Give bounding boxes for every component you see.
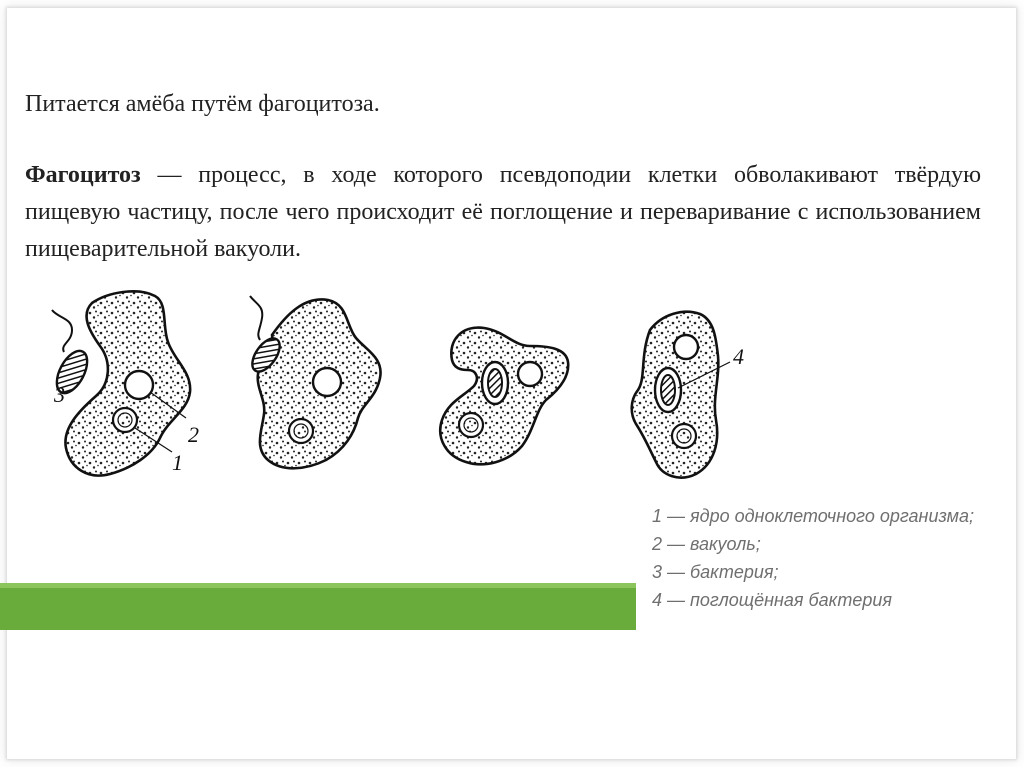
- nucleolus: [294, 424, 308, 438]
- vacuole: [313, 368, 341, 396]
- callout-label: 4: [733, 344, 744, 369]
- definition-term: Фагоцитоз: [25, 162, 141, 188]
- flagellum: [250, 296, 262, 340]
- callout-label: 2: [188, 422, 199, 447]
- diagram-legend: [652, 502, 974, 614]
- amoeba-stage-2: [247, 296, 381, 468]
- nucleolus: [677, 429, 691, 443]
- amoeba-stage-4: [632, 312, 744, 478]
- accent-bar: [0, 583, 636, 630]
- amoeba-stage-3: [440, 328, 568, 465]
- vacuole: [125, 371, 153, 399]
- definition-body: — процесс, в ходе которого псевдоподии клетки обволакивают твёрдую пищевую частицу, после чего происходит её поглощение и переваривание с использованием пищеварительной вакуоли.: [25, 162, 981, 262]
- legend-item: 2 — вакуоль;: [652, 534, 761, 554]
- amoeba-stage-1: [51, 291, 199, 475]
- nucleolus: [464, 418, 478, 432]
- legend-item: 1 — ядро одноклеточного организма;: [652, 506, 974, 526]
- legend-item: 4 — поглощённая бактерия: [652, 590, 893, 610]
- flagellum: [52, 310, 72, 352]
- callout-label: 1: [172, 450, 183, 475]
- bacterium: [488, 369, 502, 397]
- vacuole: [518, 362, 542, 386]
- bacterium: [661, 375, 675, 405]
- legend-item: 3 — бактерия;: [652, 562, 779, 582]
- vacuole: [674, 335, 698, 359]
- nucleolus: [118, 413, 132, 427]
- callout-label: 3: [54, 382, 65, 407]
- intro-text: Питается амёба путём фагоцитоза.: [25, 91, 380, 117]
